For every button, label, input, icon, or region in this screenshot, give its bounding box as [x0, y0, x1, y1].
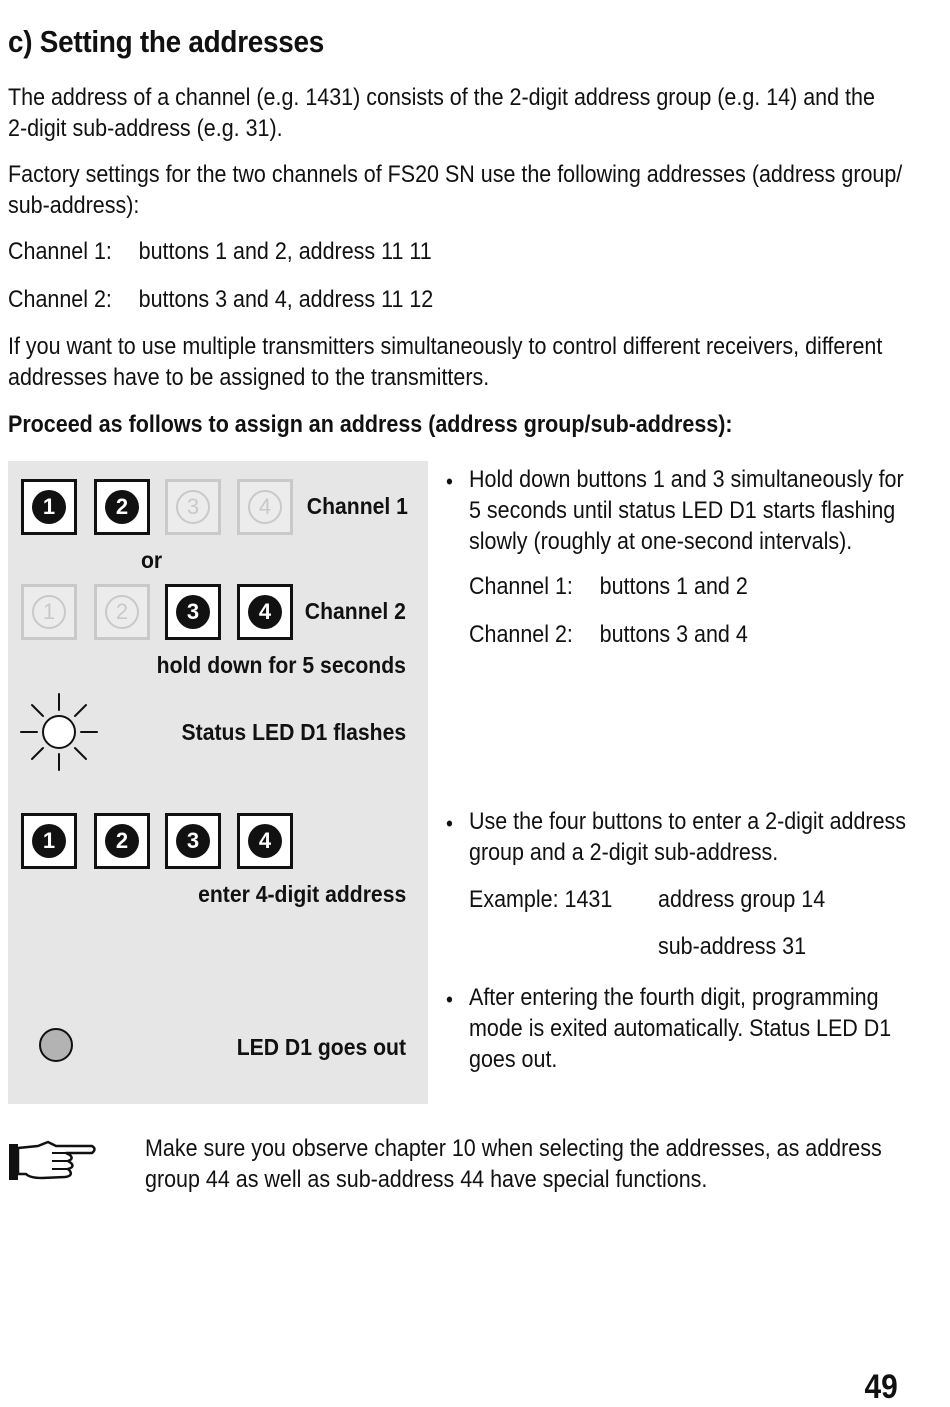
step-1-channel-1	[469, 571, 748, 602]
factory-paragraph	[8, 159, 903, 221]
step-1-ch2-value: buttons 3 and 4	[599, 621, 748, 648]
hold-caption: hold down for 5 seconds	[156, 652, 406, 678]
step-1-line-3: slowly (roughly at one-second intervals).	[469, 528, 853, 555]
step-3-line-2: mode is exited automatically. Status LED D1	[469, 1015, 892, 1042]
note-line-1: Make sure you observe chapter 10 when selecting the addresses, as address	[145, 1135, 882, 1162]
step-1-ch1-label: Channel 1:	[469, 573, 573, 600]
step-2-bullet: •	[446, 811, 453, 836]
led-flashes-caption: Status LED D1 flashes	[181, 719, 406, 745]
note-text	[145, 1133, 882, 1195]
channel-1-value: buttons 1 and 2, address 11 11	[138, 238, 432, 265]
step-2-line-2: group and a 2-digit sub-address.	[469, 839, 779, 866]
step-2-example-label: Example: 1431	[469, 886, 613, 913]
enter-button-4-number: 4	[248, 824, 282, 858]
step-1-line-1: Hold down buttons 1 and 3 simultaneously for	[469, 466, 904, 493]
note-line-2: group 44 as well as sub-address 44 have special functions.	[145, 1166, 708, 1193]
step-1-ch2-label: Channel 2:	[469, 621, 573, 648]
channel-row-1	[8, 238, 432, 266]
button-1-number: 1	[32, 490, 66, 524]
enter-button-3-icon	[165, 813, 221, 869]
led-out-caption: LED D1 goes out	[236, 1034, 406, 1060]
enter-caption: enter 4-digit address	[197, 881, 406, 907]
step-3-text	[469, 982, 891, 1075]
button-2-number-dim: 2	[105, 595, 139, 629]
button-4-icon	[237, 584, 293, 640]
button-3-icon	[165, 584, 221, 640]
step-1-text	[469, 464, 904, 557]
step-2-example-sub: sub-address 31	[658, 933, 807, 960]
button-4-number: 4	[248, 490, 282, 524]
channel-2-label: Channel 2:	[8, 286, 112, 313]
section-heading: c) Setting the addresses	[8, 24, 325, 59]
intro-paragraph	[8, 82, 903, 144]
step-1-bullet: •	[446, 469, 453, 494]
proceed-heading: Proceed as follows to assign an address (address group/sub-address):	[8, 411, 733, 438]
multi-transmitter-paragraph	[8, 331, 903, 393]
button-2-number: 2	[105, 490, 139, 524]
step-2-text	[469, 806, 906, 868]
enter-button-4-icon	[237, 813, 293, 869]
channel-1-caption: Channel 1	[306, 493, 408, 519]
intro-line-2: 2-digit sub-address (e.g. 31).	[8, 115, 283, 142]
enter-button-1-icon	[21, 813, 77, 869]
channel-1-label: Channel 1:	[8, 238, 112, 265]
led-off-icon	[39, 1028, 73, 1062]
factory-line-2: sub-address):	[8, 192, 140, 219]
intro-line-1: The address of a channel (e.g. 1431) consists of the 2-digit address group (e.g. 14) and the	[8, 84, 875, 111]
step-2-line-1: Use the four buttons to enter a 2-digit address	[469, 808, 907, 835]
step-3-bullet: •	[446, 987, 453, 1012]
step-1-channel-2	[469, 619, 748, 650]
step-2-example-group: address group 14	[658, 886, 826, 913]
channel-2-value: buttons 3 and 4, address 11 12	[138, 286, 434, 313]
enter-button-2-icon	[94, 813, 150, 869]
enter-button-2-number: 2	[105, 824, 139, 858]
button-1-number-dim: 1	[32, 595, 66, 629]
or-caption: or	[141, 547, 163, 573]
multi-line-1: If you want to use multiple transmitters simultaneously to control different receivers, different	[8, 333, 883, 360]
factory-line-1: Factory settings for the two channels of FS20 SN use the following addresses (address group/	[8, 161, 903, 188]
channel-2-caption: Channel 2	[304, 598, 406, 624]
button-3-number: 3	[176, 490, 210, 524]
button-2-icon	[94, 479, 150, 535]
channel-row-2	[8, 286, 433, 314]
button-1-icon	[21, 479, 77, 535]
instruction-panel	[8, 461, 428, 1104]
enter-button-1-number: 1	[32, 824, 66, 858]
pointing-hand-icon	[8, 1138, 98, 1184]
button-2-dim-icon	[94, 584, 150, 640]
button-3-dim-icon	[165, 479, 221, 535]
button-3-number-active: 3	[176, 595, 210, 629]
button-4-number-active: 4	[248, 595, 282, 629]
step-3-line-1: After entering the fourth digit, programming	[469, 984, 879, 1011]
led-flashing-icon	[18, 692, 100, 772]
button-4-dim-icon	[237, 479, 293, 535]
step-1-line-2: 5 seconds until status LED D1 starts flashing	[469, 497, 896, 524]
step-1-ch1-value: buttons 1 and 2	[599, 573, 748, 600]
multi-line-2: addresses have to be assigned to the transmitters.	[8, 364, 490, 391]
page-number: 49	[864, 1368, 898, 1406]
button-1-dim-icon	[21, 584, 77, 640]
enter-button-3-number: 3	[176, 824, 210, 858]
step-3-line-3: goes out.	[469, 1046, 558, 1073]
